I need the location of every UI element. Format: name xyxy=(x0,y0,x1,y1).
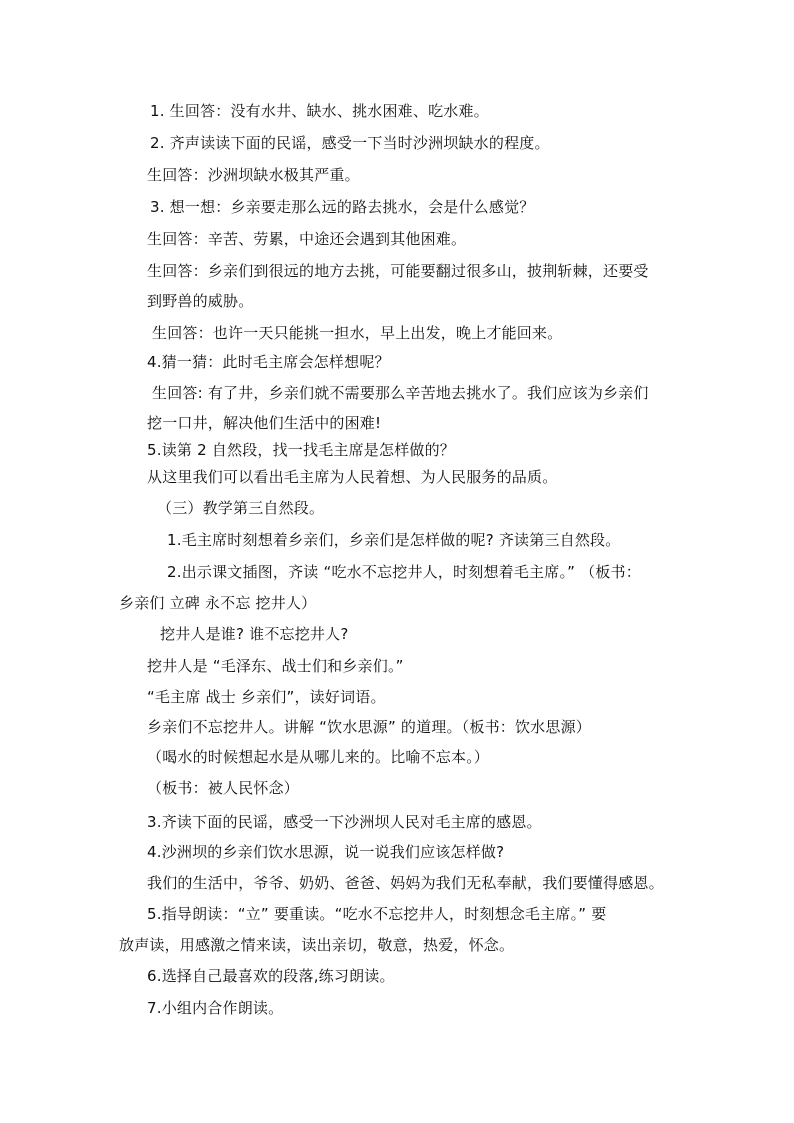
text-line-27: 5.指导朗读：“立” 要重读。“吃水不忘挖井人，时刻想念毛主席。” 要 xyxy=(147,905,607,923)
text-line-25: 4.沙洲坝的乡亲们饮水思源，说一说我们应该怎样做? xyxy=(147,843,505,861)
text-line-8: 生回答：也许一天只能挑一担水，早上出发，晚上才能回来。 xyxy=(152,324,563,342)
text-line-19: 挖井人是 “毛泽东、战士们和乡亲们。” xyxy=(147,657,404,675)
text-line-2: 2. 齐声读读下面的民谣，感受一下当时沙洲坝缺水的程度。 xyxy=(150,134,550,152)
text-line-29: 6.选择自己最喜欢的段落,练习朗读。 xyxy=(147,967,395,985)
text-line-13: 从这里我们可以看出毛主席为人民着想、为人民服务的品质。 xyxy=(147,468,558,486)
text-line-10: 生回答: 有了井，乡亲们就不需要那么辛苦地去挑水了。我们应该为乡亲们 xyxy=(152,384,649,402)
text-line-5: 生回答：辛苦、劳累，中途还会遇到其他困难。 xyxy=(147,230,467,248)
text-line-24: 3.齐读下面的民谣，感受一下沙洲坝人民对毛主席的感恩。 xyxy=(147,813,542,831)
text-line-28: 放声读，用感激之情来读，读出亲切，敬意，热爱，怀念。 xyxy=(119,936,515,954)
text-line-4: 3. 想一想：乡亲要走那么远的路去挑水，会是什么感觉？ xyxy=(150,198,535,216)
text-line-9: 4.猜一猜：此时毛主席会怎样想呢？ xyxy=(147,353,390,371)
text-line-16: 2.出示课文插图，齐读 “吃水不忘挖井人，时刻想着毛主席。” （板书： xyxy=(167,563,641,581)
text-line-30: 7.小组内合作朗读。 xyxy=(147,999,284,1017)
text-line-21: 乡亲们不忘挖井人。讲解 “饮水思源” 的道理。（板书：饮水思源） xyxy=(147,718,591,736)
text-line-12: 5.读第 2 自然段，找一找毛主席是怎样做的？ xyxy=(147,441,455,459)
text-line-7: 到野兽的威胁。 xyxy=(147,292,254,310)
text-line-15: 1.毛主席时刻想着乡亲们，乡亲们是怎样做的呢? 齐读第三自然段。 xyxy=(167,531,621,549)
text-line-6: 生回答：乡亲们到很远的地方去挑，可能要翻过很多山，披荆斩棘，还要受 xyxy=(147,262,649,280)
text-line-3: 生回答：沙洲坝缺水极其严重。 xyxy=(147,166,360,184)
text-line-11: 挖一口井，解决他们生活中的困难! xyxy=(147,414,382,432)
text-line-17: 乡亲们 立碑 永不忘 挖井人） xyxy=(119,594,317,612)
text-line-22: （喝水的时候想起水是从哪儿来的。比喻不忘本。） xyxy=(147,748,490,766)
text-line-23: （板书：被人民怀念） xyxy=(147,779,300,797)
text-line-18: 挖井人是谁? 谁不忘挖井人? xyxy=(160,625,349,643)
text-line-1: 1. 生回答：没有水井、缺水、挑水困难、吃水难。 xyxy=(150,102,489,120)
text-line-20: “毛主席 战士 乡亲们”，读好词语。 xyxy=(147,688,386,706)
text-line-26: 我们的生活中，爷爷、奶奶、爸爸、妈妈为我们无私奉献，我们要懂得感恩。 xyxy=(147,874,664,892)
text-line-14: （三）教学第三自然段。 xyxy=(157,499,325,517)
